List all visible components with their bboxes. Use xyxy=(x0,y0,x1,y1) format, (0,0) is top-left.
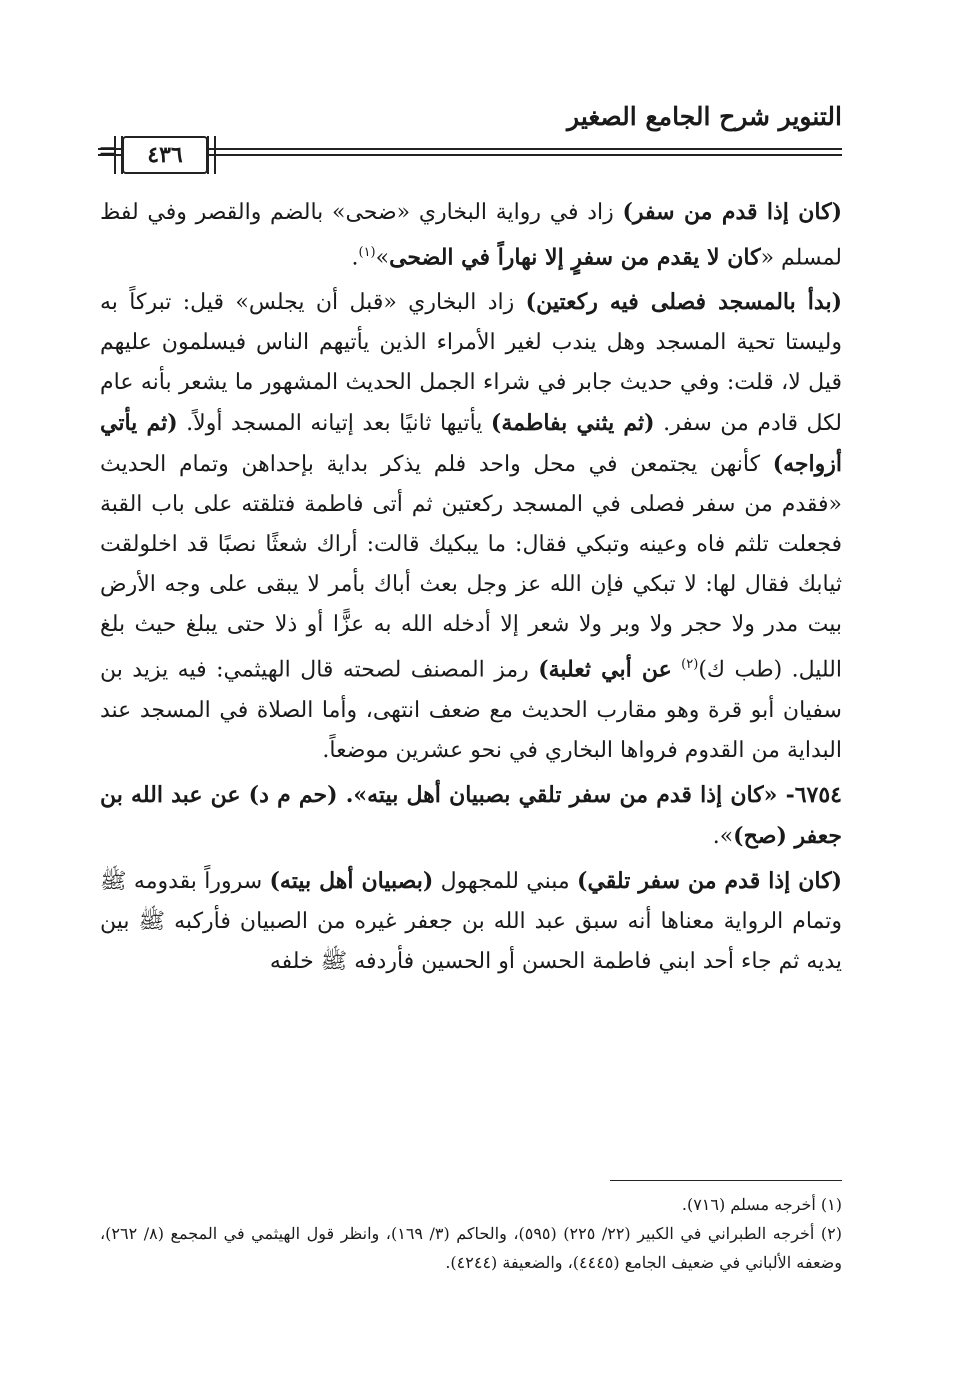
spacer xyxy=(672,658,681,683)
commentary: يأتيها ثانيًا بعد إتيانه المسجد أولاً. xyxy=(177,411,491,437)
footnote-2: (٢) أخرجه الطبراني في الكبير (٢٢/ ٢٢٥) (٥٩٥)، والحاكم (٣/ ١٦٩)، وانظر قول الهيثمي في المجمع (٨/ ٢٦٢)، وضعفه الألباني في ضعيف الجامع (٤٤٤٥)، والضعيفة (٤٢٤٤). xyxy=(100,1224,842,1272)
book-title: التنوير شرح الجامع الصغير xyxy=(567,102,842,131)
footnotes xyxy=(100,1190,842,1277)
matn-quote: (ثم يأتي أزواجه) xyxy=(100,410,842,478)
hadith-number: ٦٧٥٤- xyxy=(777,781,842,808)
matn-source: (حم م د) عن عبد الله بن جعفر (صح) xyxy=(100,781,842,849)
footnote-separator xyxy=(610,1180,842,1181)
page-number: ٤٣٦ xyxy=(122,136,208,174)
matn-quote: (كان إذا قدم من سفر تلقي) xyxy=(577,867,843,894)
matn-quote: (ثم يثني بفاطمة) xyxy=(490,410,655,437)
footnote-ref: (٢) xyxy=(681,657,699,673)
commentary: . xyxy=(351,245,359,271)
main-text xyxy=(100,192,842,986)
commentary: زاد في رواية البخاري «ضحى» بالضم والقصر وفي لفظ لمسلم « xyxy=(100,200,842,271)
matn-quote: (بصبيان أهل بيته) xyxy=(269,867,434,894)
commentary: » xyxy=(375,245,390,271)
matn-quote: عن أبي ثعلبة) xyxy=(538,656,672,683)
commentary: سروراً بقدومه ﷺ وتمام الرواية معناها أنه سبق عبد الله بن جعفر غيره من الصبيان فأركبه ﷺ بين يديه ثم جاء أحد ابني فاطمة الحسن أو الحسين فأردفه ﷺ خلفه xyxy=(100,868,842,974)
paragraph-3 xyxy=(100,775,842,857)
footnote-ref: (١) xyxy=(358,245,376,260)
commentary: مبني للمجهول xyxy=(433,868,578,894)
paragraph-2 xyxy=(100,282,842,770)
matn-quote: كان لا يقدم من سفرٍ إلا نهاراً في الضحى xyxy=(389,244,761,271)
footnote-1: (١) أخرجه مسلم (٧١٦). xyxy=(681,1195,842,1214)
matn-quote: (بدأ بالمسجد فصلى فيه ركعتين) xyxy=(525,289,842,316)
commentary: ». xyxy=(712,823,734,849)
paragraph-1 xyxy=(100,192,842,278)
matn-quote: (كان إذا قدم من سفر) xyxy=(622,199,842,225)
commentary: رمز المصنف لصحته قال الهيثمي: فيه يزيد بن سفيان أبو قرة وهو مقارب الحديث مع ضعف انتهى، وأما الصلاة في المسجد عند البداية من القدوم فرواها البخاري في نحو عشرين موضعاً. xyxy=(100,657,842,763)
paragraph-4 xyxy=(100,861,842,982)
matn-quote: «كان إذا قدم من سفر تلقي بصبيان أهل بيته». xyxy=(345,781,778,808)
commentary: زاد البخاري «قبل أن يجلس» قيل: تبركاً به وليستا تحية المسجد وهل يندب لغير الأمراء الذين يأتيهم الناس فيسلمون عليهم قيل لا، قلت: وفي حديث جابر في شراء الجمل الحديث المشهور ما يشعر بأنه عام لكل قادم من سفر. xyxy=(100,290,842,437)
commentary: كأنهن يجتمعن في محل واحد فلم يذكر بداية بإحداهن وتمام الحديث «فقدم من سفر فصلى في المسجد ركعتين ثم أتى فاطمة فتلقته على باب القبة فجعلت تلثم فاه وعينه وتبكي فقال: ما يبكيك قالت: أراك شعثًا نصبًا قد اخلولقت ثيابك فقال لها: لا تبكي فإن الله عز وجل بعث أباك بأمر لا يبقى على وجه الأرض بيت مدر ولا حجر ولا وبر ولا شعر إلا أدخله الله به عزًّا أو ذلا حتى يبلغ حيث بلغ الليل. (طب ك) xyxy=(100,452,842,683)
page-header xyxy=(98,100,842,180)
edge-mark: = xyxy=(98,136,119,165)
